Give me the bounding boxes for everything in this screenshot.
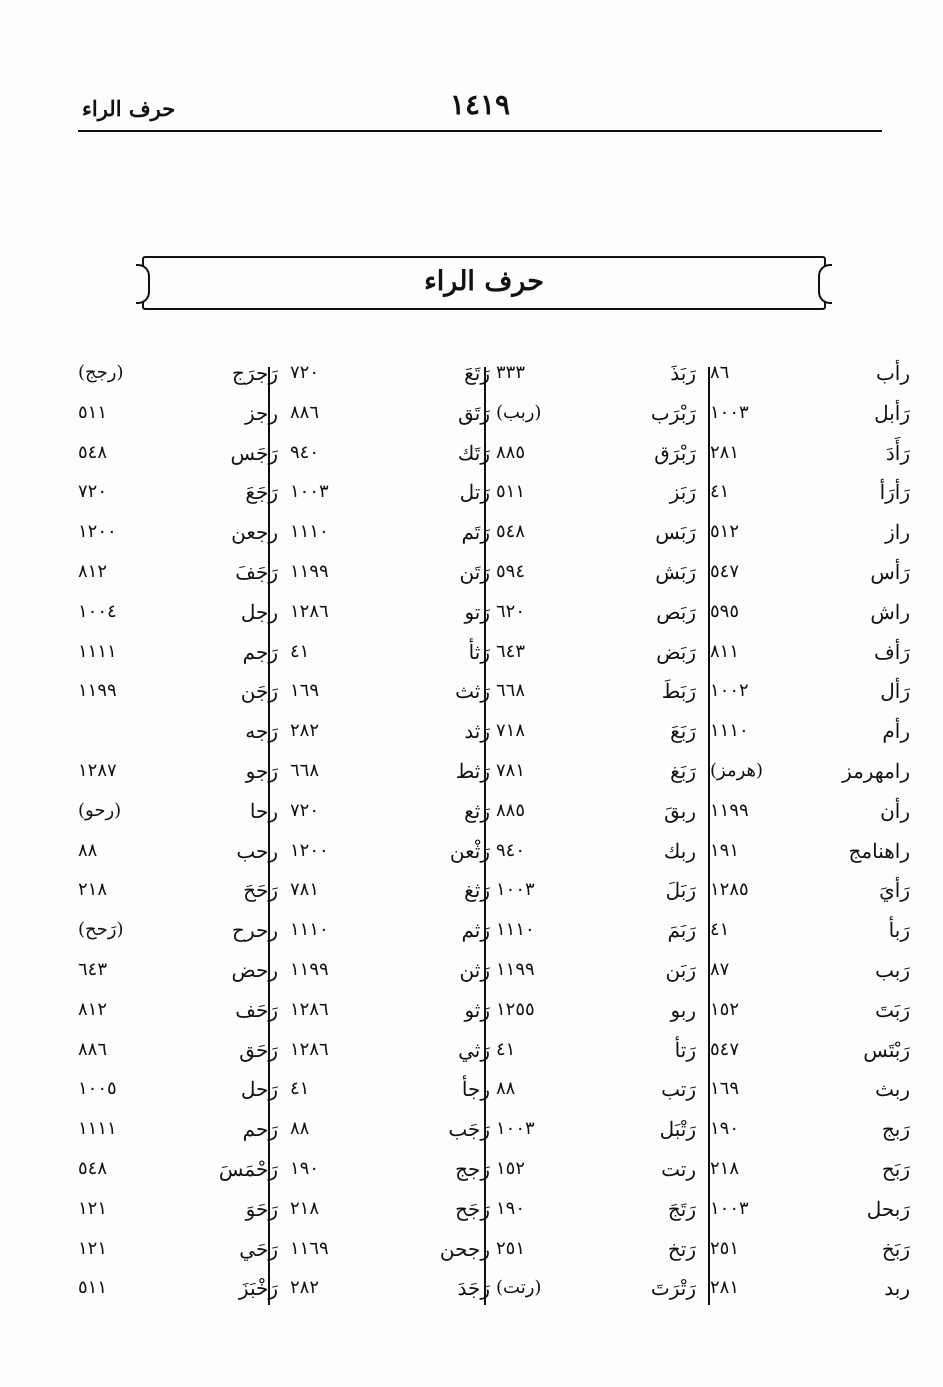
entry-reference: ٨١٢	[78, 561, 108, 582]
entry-word: رَبَطَ	[661, 679, 696, 704]
entry-reference: ١٢٥٥	[496, 998, 535, 1020]
entry-reference: ٦٤٣	[496, 640, 526, 662]
entry-word: رَثط	[455, 759, 490, 783]
entry-word: رَثغ	[464, 878, 490, 903]
index-entry	[710, 833, 910, 873]
entry-reference: ٥١١	[78, 1277, 108, 1299]
entry-word: رَبَح	[881, 1157, 910, 1181]
entry-reference: ١٩٠	[710, 1118, 740, 1140]
index-entry	[78, 1231, 278, 1271]
entry-word: رَثد	[464, 719, 490, 744]
index-entry	[290, 912, 490, 952]
index-entry	[496, 1071, 696, 1111]
index-entry	[78, 1191, 278, 1231]
index-entry	[78, 793, 278, 833]
index-entry	[710, 474, 910, 514]
index-column-3	[290, 355, 490, 1305]
entry-word: رَتَجَ	[667, 1196, 696, 1221]
page-number: ١٤١٩	[449, 88, 511, 121]
entry-reference: ١٢٨٦	[290, 600, 329, 622]
entry-reference: ٢٨٢	[290, 720, 320, 742]
index-entry	[710, 594, 910, 634]
entry-reference: ٦٢٠	[496, 600, 526, 622]
index-columns	[78, 355, 910, 1305]
entry-reference: ١٦٩	[290, 680, 320, 702]
index-entry	[710, 395, 910, 435]
entry-word: رحض	[231, 958, 278, 982]
entry-reference: ٧١٨	[496, 720, 526, 742]
entry-word: رَبحل	[866, 1196, 910, 1221]
entry-reference: ١٠٠٤	[78, 600, 117, 622]
entry-word: رَجم	[242, 639, 278, 664]
entry-word: رَتَن	[459, 560, 490, 584]
index-entry	[710, 1111, 910, 1151]
index-entry	[496, 713, 696, 753]
index-entry	[290, 594, 490, 634]
page-header	[78, 88, 882, 132]
entry-word: رَبَلَ	[665, 878, 696, 903]
index-entry	[496, 793, 696, 833]
index-entry	[78, 833, 278, 873]
entry-reference: ٨٨٥	[496, 799, 526, 821]
entry-word: رَجَدَ	[457, 1276, 490, 1301]
entry-reference: ١٠٠٥	[78, 1078, 117, 1100]
index-entry	[496, 1111, 696, 1151]
entry-reference: ١١١١	[78, 640, 117, 662]
index-entry	[496, 474, 696, 514]
index-entry	[496, 355, 696, 395]
index-entry	[710, 872, 910, 912]
running-head: حرف الراء	[82, 96, 176, 121]
index-entry	[78, 594, 278, 634]
entry-word: رَبَغ	[670, 759, 696, 783]
index-entry	[496, 594, 696, 634]
index-entry	[710, 1231, 910, 1271]
entry-word: رَبَن	[665, 958, 696, 982]
entry-word: رَجَح	[455, 1196, 490, 1221]
index-entry	[496, 1191, 696, 1231]
entry-word: رَجَفَ	[235, 560, 278, 584]
entry-word: رجز	[244, 400, 278, 425]
entry-word: رَجه	[245, 719, 278, 744]
entry-word: رجأ	[461, 1077, 490, 1102]
index-entry	[710, 713, 910, 753]
entry-reference: ٨٦	[710, 362, 730, 383]
index-entry	[710, 992, 910, 1032]
index-entry	[78, 1151, 278, 1191]
index-entry	[290, 872, 490, 912]
entry-reference: ١١٩٩	[290, 561, 329, 582]
index-entry	[78, 1071, 278, 1111]
entry-word: رَتخ	[667, 1236, 696, 1261]
entry-reference: (ربب)	[496, 401, 542, 423]
entry-reference: ٥٤٧	[710, 561, 740, 582]
index-column-4	[78, 355, 278, 1305]
entry-word: رَجَن	[240, 679, 278, 704]
entry-reference: (رجج)	[78, 362, 124, 383]
index-entry	[78, 1032, 278, 1072]
entry-reference: ١٢٨٦	[290, 998, 329, 1020]
entry-reference: ٢٨٢	[290, 1277, 320, 1299]
entry-reference: ١٢٨٦	[290, 1038, 329, 1060]
entry-reference: ٦٦٨	[496, 680, 526, 702]
entry-word: ربك	[663, 838, 696, 863]
entry-reference: ٥٤٨	[78, 441, 108, 463]
entry-reference: ١٥٢	[710, 998, 740, 1020]
entry-reference: ٤١	[710, 919, 730, 941]
index-entry	[78, 952, 278, 992]
entry-word: رَثو	[464, 997, 490, 1022]
entry-word: رَبج	[881, 1117, 910, 1142]
entry-word: رَثن	[459, 958, 490, 982]
entry-reference: ١١١٠	[290, 919, 329, 941]
entry-word: رَبْرَب	[650, 400, 696, 425]
entry-word: رَبأ	[888, 918, 910, 943]
index-entry	[710, 753, 910, 793]
entry-word: رَبَذَ	[670, 361, 696, 385]
entry-reference: ٤١	[290, 640, 310, 662]
entry-word: رَبَص	[656, 599, 696, 624]
entry-word: راش	[870, 599, 910, 624]
entry-word: رَجرَج	[232, 361, 278, 385]
index-entry	[78, 753, 278, 793]
index-entry	[290, 753, 490, 793]
entry-word: رَبَمَ	[667, 918, 696, 943]
index-entry	[496, 753, 696, 793]
entry-reference: ١٢٠٠	[290, 839, 329, 861]
entry-reference: ٨٧	[710, 959, 730, 980]
entry-reference: (رَحح)	[78, 919, 124, 941]
index-entry	[78, 912, 278, 952]
index-entry	[710, 952, 910, 992]
index-entry	[290, 992, 490, 1032]
index-entry	[290, 435, 490, 475]
entry-word: رَبْرَق	[654, 440, 696, 465]
entry-word: رَتَق	[458, 400, 490, 425]
entry-word: رَبَتَ	[875, 997, 910, 1022]
entry-reference: ١١١٠	[496, 919, 535, 941]
entry-word: رَتْبَل	[659, 1117, 696, 1142]
entry-reference: ١٠٠٣	[710, 1197, 749, 1219]
index-entry	[710, 355, 910, 395]
index-entry	[496, 673, 696, 713]
entry-word: رَتْرَتَ	[650, 1276, 696, 1301]
entry-word: رَتو	[464, 599, 490, 624]
entry-word: رَحَحَ	[243, 878, 278, 903]
entry-reference: ١٠٠٢	[710, 680, 749, 702]
index-entry	[290, 1071, 490, 1111]
index-entry	[78, 1111, 278, 1151]
entry-reference: ٤١	[710, 481, 730, 503]
entry-reference: ٨٨	[290, 1118, 310, 1140]
index-entry	[290, 1111, 490, 1151]
index-entry	[78, 514, 278, 554]
entry-word: رَبْتَس	[863, 1037, 910, 1062]
entry-word: رحرح	[232, 918, 278, 943]
entry-word: ربث	[875, 1077, 910, 1102]
entry-reference: ٨٨	[78, 839, 98, 861]
entry-reference: ١٢٨٧	[78, 760, 117, 781]
entry-reference: ١٩٠	[290, 1158, 320, 1179]
entry-word: رَحْمَسَ	[218, 1157, 278, 1181]
entry-reference: ١١٩٩	[290, 959, 329, 980]
index-entry	[710, 514, 910, 554]
entry-reference: ١١٩٩	[496, 959, 535, 980]
index-entry	[710, 634, 910, 674]
index-entry	[290, 1032, 490, 1072]
entry-word: رأم	[882, 719, 910, 744]
entry-word: راز	[885, 520, 910, 545]
entry-reference: ٧٢٠	[290, 799, 320, 821]
entry-word: رَتَم	[461, 520, 490, 545]
entry-reference: ٢٥١	[710, 1237, 740, 1259]
entry-word: رَأرَأ	[879, 480, 910, 505]
entry-word: رَبَس	[655, 520, 696, 545]
entry-word: رَبَض	[656, 639, 696, 664]
entry-word: رَتَك	[457, 440, 490, 465]
entry-word: رَبَعَ	[670, 719, 696, 744]
index-entry	[496, 1270, 696, 1310]
index-entry	[290, 474, 490, 514]
entry-word: رَثْعن	[449, 838, 490, 863]
entry-word: رأن	[880, 798, 910, 823]
entry-reference: ١٢٨٥	[710, 879, 749, 901]
entry-reference: ١٢٠٠	[78, 521, 117, 543]
entry-word: رَثث	[455, 679, 490, 704]
entry-word: رَأبل	[874, 400, 910, 425]
entry-word: رَخْبَزَ	[238, 1276, 278, 1301]
index-entry	[290, 1151, 490, 1191]
entry-reference: ٨٨٦	[78, 1038, 108, 1060]
entry-reference: ١١١١	[78, 1118, 117, 1140]
entry-word: رَتأ	[674, 1037, 696, 1062]
index-entry	[496, 1151, 696, 1191]
entry-word: رَبَز	[669, 480, 696, 505]
index-entry	[496, 952, 696, 992]
entry-reference: ٥١١	[78, 401, 108, 423]
entry-word: ربقَ	[664, 798, 696, 823]
index-entry	[496, 395, 696, 435]
index-entry	[496, 1032, 696, 1072]
entry-reference: ٥٤٨	[496, 521, 526, 543]
index-entry	[496, 912, 696, 952]
entry-reference: ١٠٠٣	[496, 879, 535, 901]
index-entry	[710, 912, 910, 952]
section-title-frame	[142, 256, 826, 310]
entry-reference: ٨١٢	[78, 998, 108, 1020]
entry-reference: ١٩١	[710, 839, 740, 861]
section-title: حرف الراء	[424, 266, 544, 297]
entry-word: رَأَدَ	[885, 440, 910, 465]
entry-word: رَثأ	[468, 639, 490, 664]
index-entry	[710, 1270, 910, 1310]
entry-word: رَتب	[661, 1077, 696, 1102]
entry-word: رَأف	[874, 639, 910, 664]
index-column-2	[496, 355, 696, 1305]
entry-word: رَحم	[242, 1117, 278, 1142]
entry-reference: ٧٨١	[290, 879, 320, 901]
entry-reference: ٩٤٠	[290, 441, 320, 463]
entry-word: رجحن	[439, 1236, 490, 1261]
index-entry	[290, 833, 490, 873]
entry-word: رَثي	[458, 1037, 490, 1062]
entry-reference: ٩٤٠	[496, 839, 526, 861]
index-entry	[78, 992, 278, 1032]
entry-reference: ١٥٢	[496, 1158, 526, 1179]
index-entry	[496, 554, 696, 594]
entry-reference: ٧٨١	[496, 760, 526, 781]
index-entry	[290, 514, 490, 554]
entry-word: رَجَعَ	[245, 480, 278, 505]
entry-word: رَحَي	[239, 1236, 278, 1261]
entry-reference: ٨١١	[710, 640, 740, 662]
entry-reference: (رتت)	[496, 1277, 542, 1299]
index-entry	[290, 793, 490, 833]
index-entry	[710, 793, 910, 833]
index-entry	[78, 355, 278, 395]
entry-reference: ١٦٩	[710, 1078, 740, 1100]
entry-word: رحا	[249, 798, 278, 823]
index-entry	[710, 1032, 910, 1072]
entry-reference: ١١١٠	[710, 720, 749, 742]
index-entry	[290, 673, 490, 713]
entry-word: رَتل	[459, 480, 490, 505]
index-entry	[290, 1231, 490, 1271]
entry-reference: ١١٩٩	[710, 799, 749, 821]
entry-reference: ٥٩٤	[496, 561, 526, 582]
entry-reference: ١٢١	[78, 1237, 108, 1259]
entry-word: رَثم	[461, 918, 490, 943]
index-entry	[290, 554, 490, 594]
entry-reference: ٣٣٣	[496, 362, 526, 383]
entry-word: رَأيَ	[879, 878, 910, 903]
entry-reference: ٢١٨	[78, 879, 108, 901]
index-entry	[290, 1191, 490, 1231]
index-entry	[496, 435, 696, 475]
entry-reference: ٨٨	[496, 1078, 516, 1100]
entry-reference: ٢٨١	[710, 441, 740, 463]
index-entry	[78, 673, 278, 713]
index-entry	[496, 872, 696, 912]
entry-reference: ١٠٠٣	[290, 481, 329, 503]
entry-word: ربد	[884, 1276, 910, 1301]
entry-word: رَبَش	[655, 560, 696, 584]
entry-reference: ١٩٠	[496, 1197, 526, 1219]
entry-reference: ٦٦٨	[290, 760, 320, 781]
index-entry	[78, 435, 278, 475]
entry-word: رَحل	[240, 1077, 278, 1102]
index-entry	[710, 1071, 910, 1111]
index-entry	[710, 554, 910, 594]
entry-word: رأب	[875, 361, 910, 385]
index-entry	[78, 474, 278, 514]
entry-word: رَحَق	[239, 1037, 278, 1062]
index-entry	[496, 514, 696, 554]
entry-word: رَحَف	[235, 997, 278, 1022]
index-entry	[78, 872, 278, 912]
index-entry	[496, 634, 696, 674]
entry-word: رَجج	[455, 1157, 490, 1181]
entry-reference: ٥٩٥	[710, 600, 740, 622]
entry-word: رَأل	[880, 679, 910, 704]
entry-reference: ١٢١	[78, 1197, 108, 1219]
column-divider	[708, 367, 710, 1305]
entry-reference: ١١١٠	[290, 521, 329, 543]
entry-word: رَبب	[875, 958, 910, 982]
entry-reference: ٥١٢	[710, 521, 740, 543]
index-entry	[78, 634, 278, 674]
index-entry	[78, 554, 278, 594]
entry-reference: (هرمز)	[710, 760, 764, 781]
index-entry	[710, 435, 910, 475]
entry-reference: ٨٨٦	[290, 401, 320, 423]
entry-reference: ٥٤٧	[710, 1038, 740, 1060]
entry-reference: ٥١١	[496, 481, 526, 503]
entry-word: رجعن	[231, 520, 278, 545]
entry-word: رَجَس	[230, 440, 278, 465]
entry-word: رحب	[236, 838, 278, 863]
index-entry	[496, 1231, 696, 1271]
index-entry	[290, 355, 490, 395]
index-entry	[710, 1191, 910, 1231]
index-entry	[710, 673, 910, 713]
index-entry	[496, 992, 696, 1032]
index-entry	[290, 952, 490, 992]
entry-reference: ١١٦٩	[290, 1237, 329, 1259]
entry-reference: ٨٨٥	[496, 441, 526, 463]
entry-reference: ١٠٠٣	[710, 401, 749, 423]
index-entry	[290, 1270, 490, 1310]
index-entry	[78, 713, 278, 753]
index-entry	[290, 634, 490, 674]
index-entry	[78, 395, 278, 435]
index-entry	[290, 713, 490, 753]
entry-reference: ٢١٨	[710, 1158, 740, 1179]
entry-reference: ٤١	[496, 1038, 516, 1060]
entry-word: رجل	[240, 599, 278, 624]
entry-reference: ٢١٨	[290, 1197, 320, 1219]
entry-reference: ٥٤٨	[78, 1158, 108, 1179]
entry-word: رَجو	[245, 759, 278, 783]
entry-reference: ١١٩٩	[78, 680, 117, 702]
entry-word: رامهرمز	[842, 759, 910, 783]
entry-reference: (رحو)	[78, 799, 122, 821]
index-entry	[290, 395, 490, 435]
entry-word: رَجَب	[448, 1117, 490, 1142]
entry-reference: ١٠٠٣	[496, 1118, 535, 1140]
entry-word: رتت	[661, 1157, 696, 1181]
index-entry	[78, 1270, 278, 1310]
index-entry	[496, 833, 696, 873]
entry-reference: ٢٥١	[496, 1237, 526, 1259]
entry-reference: ٧٢٠	[78, 481, 108, 503]
entry-word: رَحَوَ	[245, 1196, 278, 1221]
entry-word: رَبَخ	[881, 1236, 910, 1261]
entry-word: رَتَعَ	[464, 361, 490, 385]
entry-reference: ٦٤٣	[78, 959, 108, 980]
entry-word: راهنامج	[848, 838, 910, 863]
entry-word: رَثع	[464, 798, 490, 823]
entry-reference: ٧٢٠	[290, 362, 320, 383]
index-column-1	[710, 355, 910, 1305]
entry-word: رَأس	[870, 560, 910, 584]
entry-reference: ٤١	[290, 1078, 310, 1100]
index-entry	[710, 1151, 910, 1191]
entry-reference: ٢٨١	[710, 1277, 740, 1299]
entry-word: ربو	[670, 997, 696, 1022]
